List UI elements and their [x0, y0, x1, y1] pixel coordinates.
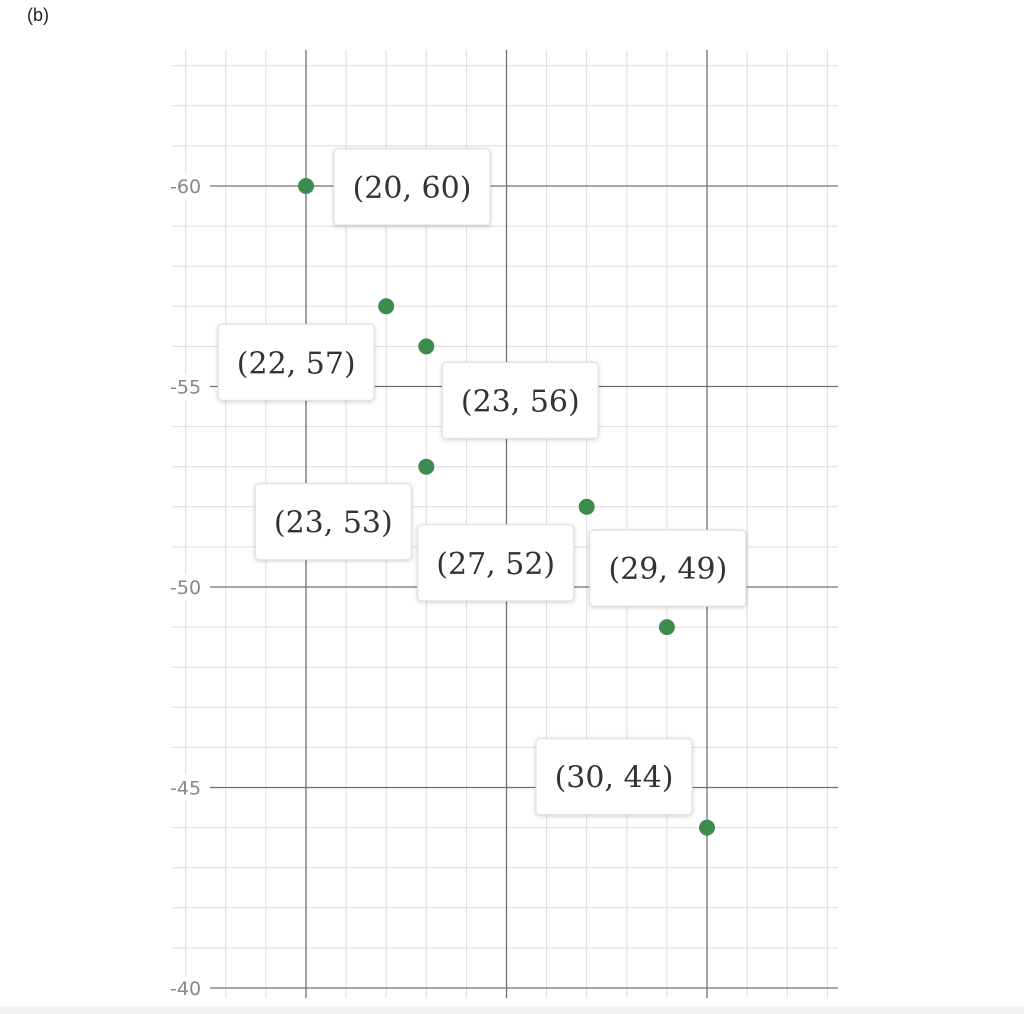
- y-tick-label: -60: [170, 176, 202, 198]
- data-point[interactable]: [579, 499, 595, 515]
- y-tick-label: -55: [170, 376, 202, 399]
- y-tick-label: -45: [170, 777, 202, 800]
- point-label: (29, 49): [608, 552, 728, 588]
- bottom-edge: [0, 1006, 1024, 1014]
- y-tick-label: -50: [170, 577, 202, 599]
- point-label: (23, 53): [273, 505, 393, 541]
- data-point[interactable]: [418, 459, 434, 475]
- point-label: (30, 44): [554, 760, 674, 796]
- panel-label: (b): [27, 5, 49, 25]
- data-point[interactable]: [418, 338, 434, 354]
- y-tick-label: -40: [170, 978, 202, 1000]
- data-point[interactable]: [659, 619, 675, 635]
- data-point[interactable]: [298, 178, 314, 194]
- point-label: (23, 56): [460, 384, 580, 420]
- point-label: (20, 60): [352, 171, 472, 206]
- data-point[interactable]: [699, 820, 715, 836]
- data-point[interactable]: [378, 298, 394, 314]
- point-label: (22, 57): [236, 346, 356, 382]
- y-tick-labels: [168, 173, 210, 1001]
- point-label: (27, 52): [436, 546, 556, 582]
